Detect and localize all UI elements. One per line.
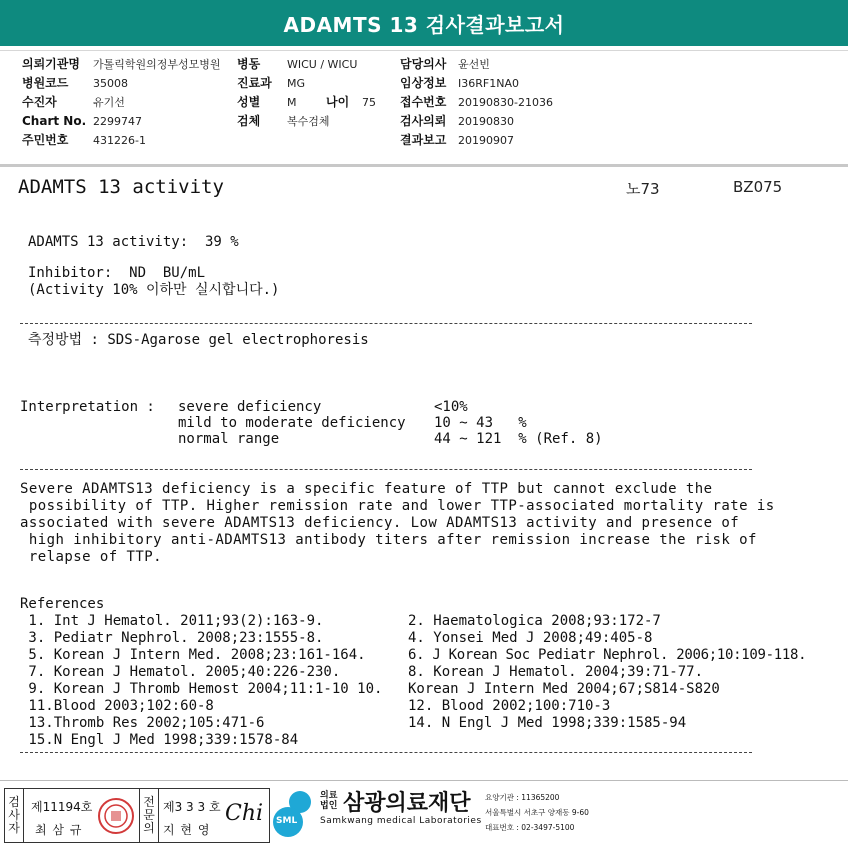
inhibitor-result: Inhibitor: ND BU/mL [28,265,206,281]
reference-item: 13.Thromb Res 2002;105:471-6 [20,715,265,731]
references-title: References [20,596,105,612]
report-date-value: 20190907 [458,134,514,147]
info-row [0,112,848,131]
specimen-label: 검체 [237,114,261,128]
institution-value: 가톨릭학원의정부성모병원 [93,58,221,71]
request-date-label: 검사의뢰 [400,114,447,128]
resident-no-label: 주민번호 [22,133,69,147]
report-heading: ADAMTS 13 activity [18,176,224,198]
vertical-label-char: 문 [143,808,155,822]
department-label: 진료과 [237,76,272,90]
interpretation-range: <10% [434,399,468,415]
reference-item: 1. Int J Hematol. 2011;93(2):163-9. [20,613,324,629]
org-name: 삼광의료재단 [343,791,471,816]
specimen-value: 복수검체 [287,115,330,128]
doctor-label: 담당의사 [400,57,447,71]
chart-no-label: Chart No. [22,114,87,128]
reference-item: 4. Yonsei Med J 2008;49:405-8 [408,630,653,646]
receipt-no-label: 접수번호 [400,95,447,109]
inhibitor-note: (Activity 10% 이하만 실시합니다.) [28,282,280,298]
reference-item: 12. Blood 2002;100:710-3 [408,698,611,714]
handwritten-note: BZ075 [733,178,783,196]
reference-item: 11.Blood 2003;102:60-8 [20,698,214,714]
reference-item: 14. N Engl J Med 1998;339:1585-94 [408,715,687,731]
org-english-name: Samkwang medical Laboratories [320,816,482,826]
reference-item: 3. Pediatr Nephrol. 2008;23:1555-8. [20,630,324,646]
interpretation-name: normal range [178,431,280,447]
ward-label: 병동 [237,57,261,71]
approver-signature: Chi [225,801,264,826]
resident-no-value: 431226-1 [93,134,146,147]
org-contact: 서울특별시 서초구 양재동 9-60 [485,808,589,817]
divider [20,752,752,753]
report-title: ADAMTS 13 검사결과보고서 [283,12,565,37]
activity-result: ADAMTS 13 activity: 39 % [28,234,239,250]
clinical-info-label: 임상정보 [400,76,447,90]
clinical-info-value: I36RF1NA0 [458,77,519,90]
report-date-label: 결과보고 [400,133,447,147]
hospital-code-label: 병원코드 [22,76,69,90]
interpretation-range: 10 ~ 43 % [434,415,527,431]
age-label: 나이 [326,95,350,109]
inspector-license: 제11194호 [31,800,93,814]
report-footer [0,780,848,852]
reference-item: 7. Korean J Hematol. 2005;40:226-230. [20,664,341,680]
vertical-label-char: 사 [8,808,20,822]
logo-badge: SML [276,816,298,826]
inspector-label [5,789,24,842]
sml-logo-icon [272,788,318,840]
patient-info-panel [0,50,848,167]
reference-item: 9. Korean J Thromb Hemost 2004;11:1-10 10. [20,681,383,697]
vertical-label-char: 의 [143,821,155,835]
reference-item: 15.N Engl J Med 1998;339:1578-84 [20,732,299,748]
official-seal-icon [96,796,136,836]
info-row [0,74,848,93]
patient-value: 유기선 [93,96,125,109]
receipt-no-value: 20190830-21036 [458,96,553,109]
vertical-label-char: 전 [143,795,155,809]
reference-item: 6. J Korean Soc Pediatr Nephrol. 2006;10:109-118. [408,647,807,663]
info-row [0,93,848,112]
org-contact: 요양기관 : 11365200 [485,793,560,802]
hospital-code-value: 35008 [93,77,128,90]
signature-box [4,788,270,843]
department-value: MG [287,77,306,90]
approver-name: 지 현 영 [163,823,211,837]
age-value: 75 [362,96,376,109]
sex-label: 성별 [237,95,261,109]
comment-line: possibility of TTP. Higher remission rate and lower TTP-associated mortality rate is [20,498,775,514]
interpretation-name: mild to moderate deficiency [178,415,406,431]
info-row [0,131,848,150]
org-prefix: 의료 법인 [320,791,338,811]
comment-line: associated with severe ADAMTS13 deficiency. Low ADAMTS13 activity and presence of [20,515,740,531]
info-row [0,55,848,74]
reference-item: 2. Haematologica 2008;93:172-7 [408,613,661,629]
reference-item: 5. Korean J Intern Med. 2008;23:161-164. [20,647,366,663]
interpretation-name: severe deficiency [178,399,322,415]
reference-item: Korean J Intern Med 2004;67;S814-S820 [408,681,720,697]
sml-logo-shape [272,788,318,840]
interpretation-range: 44 ~ 121 % (Ref. 8) [434,431,603,447]
approver-label [139,789,159,842]
interpretation-label: Interpretation : [20,399,155,415]
inspector-name: 최 삼 규 [35,823,83,837]
comment-line: Severe ADAMTS13 deficiency is a specific feature of TTP but cannot exclude the [20,481,713,497]
approver-license: 제3 3 3 호 [163,800,221,814]
chart-no-value: 2299747 [93,115,142,128]
ward-value: WICU / WICU [287,58,358,71]
divider [20,469,752,470]
comment-line: high inhibitory anti-ADAMTS13 antibody titers after remission increase the risk of [20,532,757,548]
request-date-value: 20190830 [458,115,514,128]
report-title-bar [0,0,848,46]
vertical-label-char: 검 [8,795,20,809]
method-line: 측정방법 : SDS-Agarose gel electrophoresis [28,332,369,348]
doctor-value: 윤선빈 [458,58,490,71]
patient-label: 수진자 [22,95,57,109]
report-body [0,168,848,778]
handwritten-note: 노73 [626,180,660,198]
sex-value: M [287,96,297,109]
org-contact: 대표번호 : 02-3497-5100 [485,823,575,832]
comment-line: relapse of TTP. [20,549,163,565]
institution-label: 의뢰기관명 [22,57,80,71]
vertical-label-char: 자 [8,821,20,835]
reference-item: 8. Korean J Hematol. 2004;39:71-77. [408,664,704,680]
divider [20,323,752,324]
